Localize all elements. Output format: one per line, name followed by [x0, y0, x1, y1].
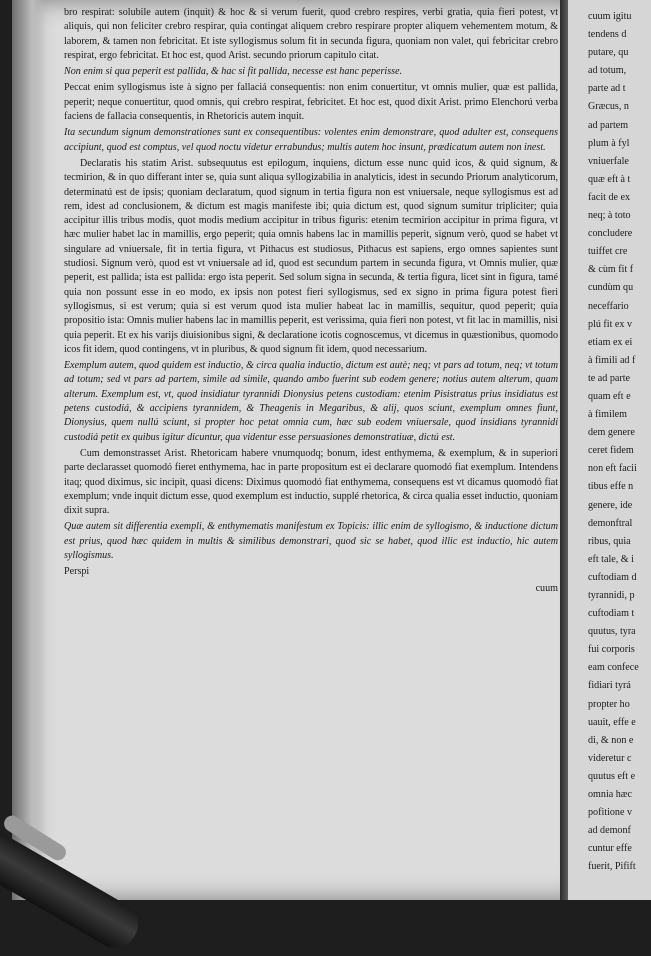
- paragraph: Peccat enim syllogismus iste à signo per fallaciá consequentis: non enim conuertitur, vt omnis mulier, quæ est pallida, peperit; neque conuertitur, quod omnis, qui crebro respirat, febricitet. Et hoc est, quod dixit Arist. primo Elenchorú verba faciens de fallacia consequentis, in Rhetoricis autem inquit.: [64, 82, 558, 123]
- right-page-line: quæ eft à t: [588, 173, 631, 185]
- right-page-line: eft tale, & i: [588, 553, 634, 565]
- right-page-line: tibus effe n: [588, 481, 634, 493]
- right-page-line: plum à fyl: [588, 137, 630, 149]
- right-page-line: uauit, effe e: [588, 716, 636, 728]
- right-page-line: concludere: [588, 228, 633, 240]
- right-page-line: quutus eft e: [588, 770, 636, 782]
- paragraph: Cum demonstrasset Arist. Rhetoricam habere vnumquodq; bonum, idest enthymema, & exemplum, & in superiori parte declarasset quomodó fieret enthymema, hac in parte propositum est ei declarare quomodó fiat exemplum. Intendens itaq; quod diximus, sic incipit, quasi dicens: Diximus quomodó fiat enthymema, consequens est vt dicamus quomodó fiat exemplum; vnde inquit dictum esse, quod exemplum est inductio, supplé rhetorica, & circa qualia esset inductio, quoniam dixit supra.: [64, 447, 558, 517]
- right-page-line: ribus, quia: [588, 535, 631, 547]
- right-page-line: neq; à toto: [588, 210, 631, 222]
- paragraph: Declaratis his statim Arist. subsequutus est epilogum, inquiens, dictum esse nunc quid icos, & quid signum, & tecmirion, & in quo differant inter se, quia sunt aliqua syllogizabilia in analyticis, idest in secundo Priorum analyticorum, determinatú est de ipsis; quoniam declaratum, quod signum in tertia figura non est vniuersale, neque syllogismus est ad rem, idest ad conclusionem, & dictum est magis manifeste ibi; quia dictum est, quod signum sumitur tripliciter; quia accipitur illis tribus modis, quot modis medium accipitur in tribus figuris: etenim tecmirion accipitur in prima figura, vt hæc mulier habet lac in mamillis, ergo peperit; quia omnis habens lac in mamillis peperit, signum verò, quod se habet vt singulare ad vniuersale, fit in tertia figura, vt Pithacus est studiosus, Pithacus est sapiens, ergo omnes sapientes sunt studiosi. Signum verò, quod est vt vniuersale ad id, quod est secundum partem in secunda figura, vt Omnis mulier, quæ peperit, est pallida; ista est pallida: ergo ista peperit. Sed solum signa in secunda, & tertia figura, licet sint in figura, tamé quia non possunt esse in eo modo, ex ipsis non potest fieri syllogismus, sed ex signo in prima figura potest fieri syllogismus, si est verum; quia si est verum quod ista mulier habeat lac in mamillis, sequitur, quod peperit; quia propositio ista: Omnis mulier habens lac in mamillis peperit, est verissima, quia fieri non potest, vt fit lac in mamillis, nisi quia peperit. Et ex his varijs diuisionibus signi, & declaratione icotis cognoscemus, vt dicemus in quæstionibus, quomodo icos fit idem, quod contingens, vt in pluribus, & quod signum fit idem, quod necessarium.: [64, 157, 558, 355]
- right-page-line: quam eft e: [588, 390, 631, 402]
- right-page-line: dem genere: [588, 427, 635, 439]
- right-page-line: fidiari tyrá: [588, 680, 631, 692]
- right-page-text: [588, 8, 651, 877]
- right-page-line: parte ad t: [588, 83, 626, 95]
- right-page-line: ad partem: [588, 119, 629, 131]
- right-page-line: propter ho: [588, 698, 630, 710]
- right-page-line: etiam ex ei: [588, 336, 633, 348]
- catchword: cuum: [535, 582, 558, 594]
- paragraph: bro respirat: solubile autem (inquit) & hoc & si verum fuerit, quod crebro respires, verbi gratia, quia fieri potest, vt aliquis, qui non feliciter crebro respirar, quia contingat aliquem crebro respirare propter aliquem vehementem motum, & laborem, & tamen non febricitat. Et iste syllogismus solum fit in secunda figura, quoniam non valet, qui febricitar crebro respirat, ergo febricitat. Et hoc est, quod Arist. secundo priorum capitulo citat.: [64, 7, 558, 61]
- right-page-line: cundùm qu: [588, 282, 634, 294]
- right-page-line: demonftral: [588, 517, 633, 529]
- right-page-line: pofitione v: [588, 807, 633, 819]
- page-fold-shadow: [12, 0, 46, 900]
- right-page-line: neceffario: [588, 300, 629, 312]
- right-page-line: cuftodiam t: [588, 608, 635, 620]
- right-page-line: cuftodiam d: [588, 571, 637, 583]
- right-page-line: omnia hæc: [588, 789, 633, 801]
- right-page-line: fui corporis: [588, 644, 635, 656]
- right-page-line: vniuerfale: [588, 155, 629, 167]
- right-page-line: ad totum,: [588, 65, 627, 77]
- quotation: Non enim si qua peperit est pallida, & hac si fit pallida, necesse est hanc peperisse.: [64, 66, 403, 78]
- right-page-line: tyrannidi, p: [588, 590, 635, 601]
- right-page-line: à fimili ad f: [588, 354, 636, 366]
- right-book-page: [568, 0, 651, 900]
- right-page-line: ad demonf: [588, 825, 631, 837]
- left-book-page: [12, 0, 565, 900]
- quotation: Exemplum autem, quod quidem est inductio, & circa qualia inductio, dictum est autè; neq; vt pars ad totum, neq; vt totum ad totum; sed vt pars ad partem, simile ad simile, quando ambo fuerint sub eodem genere; notius autem alterum, quam alterum. Exemplum est, vt, quod insidiatur tyrannidi Dionysius petens custodiam: etenim Pisistratus prius insidiatus est petens custodiá, & accipiens tyrannidem, & Theagenis in Megaribus, & alij, quos sciunt, exemplum omnes fiunt, Dionysius, quem nullú sciunt, si propter hoc petat omnia cum, hæc sub eodem vniuersale, quod insidians tyrannidi custodiá petit ex quibus igitur dicuntur, qua videntur esse persuasiones demonstratiuæ, dictú est.: [64, 360, 558, 443]
- right-page-line: à fimilem: [588, 409, 627, 421]
- right-page-line: & cùm fit f: [588, 264, 634, 276]
- right-page-line: facit de ex: [588, 191, 631, 203]
- right-page-line: Græcus, n: [588, 101, 629, 113]
- right-page-line: ceret fidem: [588, 445, 634, 457]
- right-page-line: eam confece: [588, 662, 639, 674]
- right-page-line: di, & non e: [588, 734, 634, 746]
- right-page-line: plú fit ex v: [588, 318, 633, 330]
- right-page-line: cuum igitu: [588, 11, 632, 22]
- page-text-block: [64, 6, 558, 598]
- right-page-line: videretur c: [588, 752, 632, 764]
- right-page-line: putare, qu: [588, 47, 629, 59]
- paragraph: Perspi: [64, 566, 90, 578]
- right-page-line: tuiffet cre: [588, 246, 628, 258]
- quotation: Ita secundum signum demonstrationes sunt ex consequentibus: volentes enim demonstrare, quod adulter est, consequens accipiunt, quod est comptus, vel quod noctu videtur errabundus; multis autem hoc insunt, prædicatum autem non inest.: [64, 127, 558, 153]
- right-page-line: tendens d: [588, 29, 627, 41]
- right-page-line: non eft facii: [588, 463, 637, 475]
- right-page-line: quutus, tyra: [588, 626, 636, 638]
- right-page-line: cuntur effe: [588, 843, 632, 855]
- quotation: Quæ autem sit differentia exempli, & enthymematis manifestum ex Topicis: illic enim de syllogismo, & inductione dictum est prius, quod hæc quidem in multis & similibus demonstrari, quod sic se habet, quod illic est inductio, hic autem syllogismus.: [64, 521, 558, 561]
- right-page-line: fuerit, Pifift: [588, 861, 636, 873]
- right-page-line: genere, ide: [588, 499, 633, 511]
- right-page-line: te ad parte: [588, 372, 631, 384]
